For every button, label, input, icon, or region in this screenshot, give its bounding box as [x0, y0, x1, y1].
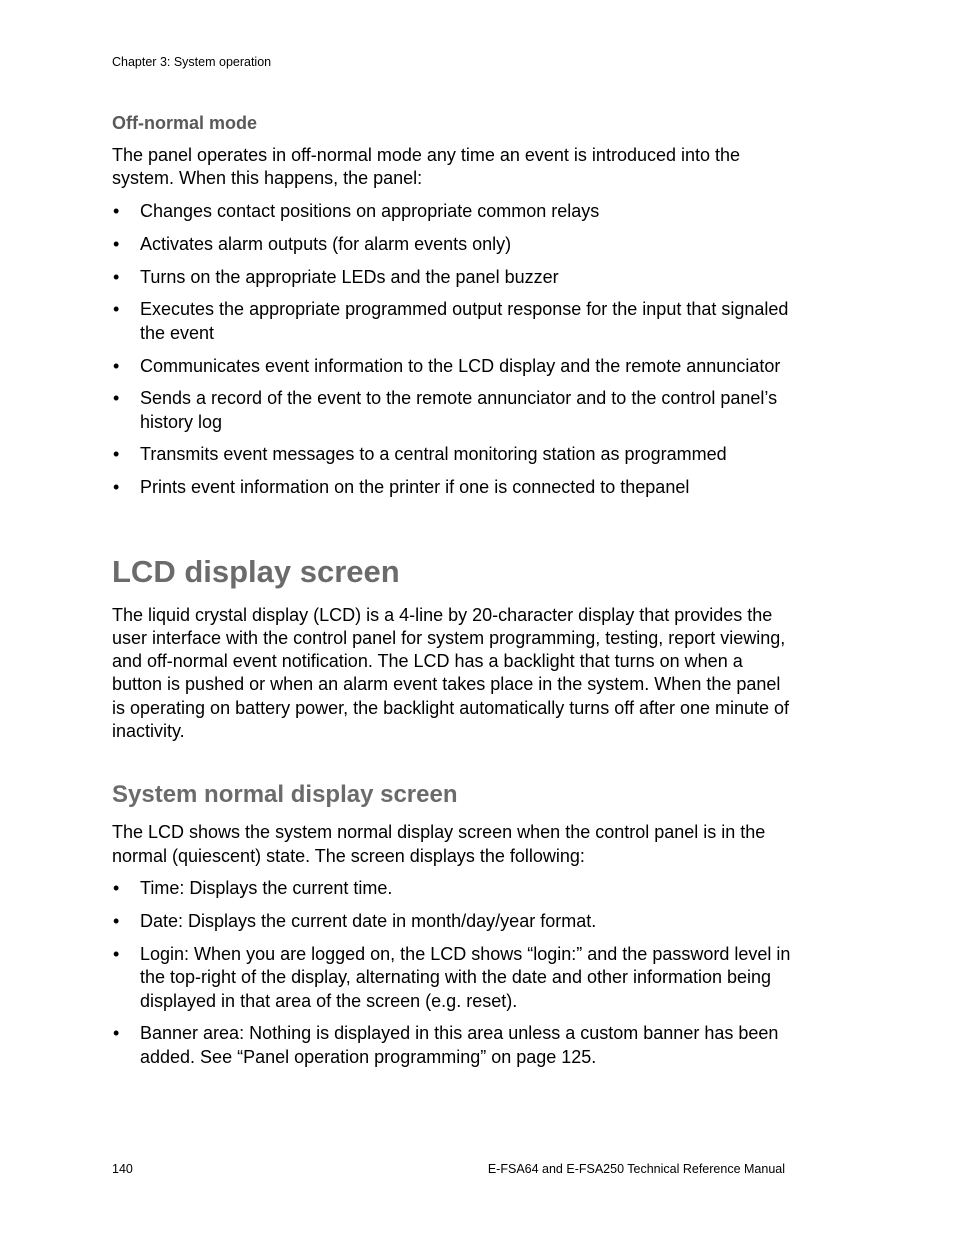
list-item [112, 266, 792, 289]
lcd-heading: LCD display screen [112, 553, 400, 589]
list-item-text: Sends a record of the event to the remote annunciator and to the control panel’s history log [140, 388, 778, 432]
list-item [112, 200, 792, 223]
list-item-text: Prints event information on the printer if one is connected to thepanel [140, 477, 690, 498]
off-normal-list [112, 200, 792, 499]
bullet-icon: • [113, 444, 120, 465]
bullet-icon: • [113, 388, 120, 409]
list-item [112, 910, 792, 933]
lcd-body: The liquid crystal display (LCD) is a 4-line by 20-character display that provides the user interface with the control panel for system programming, testing, report viewing, and off-normal event notification. The LCD has a backlight that turns on when a button is pushed or when an alarm event takes place in the system. When the panel is operating on battery power, the backlight automatically turns off after one minute of inactivity. [112, 604, 790, 742]
page-content [112, 112, 792, 1069]
section-off-normal-mode [112, 112, 792, 500]
bullet-icon: • [113, 299, 120, 320]
off-normal-intro: The panel operates in off-normal mode any time an event is introduced into the system. When this happens, the panel: [112, 145, 741, 189]
list-item-text: Banner area: Nothing is displayed in this area unless a custom banner has been added. See “Panel operation programming” on page 125. [140, 1023, 779, 1067]
list-item [112, 233, 792, 256]
list-item [112, 943, 792, 1013]
list-item [112, 355, 792, 378]
system-normal-list [112, 877, 792, 1069]
bullet-icon: • [113, 233, 120, 254]
list-item-text: Communicates event information to the LCD display and the remote annunciator [140, 355, 781, 376]
list-item [112, 1022, 792, 1069]
list-item-text: Executes the appropriate programmed output response for the input that signaled the event [140, 299, 789, 343]
list-item [112, 387, 792, 434]
bullet-icon: • [113, 266, 120, 287]
bullet-icon: • [113, 944, 120, 965]
running-header: Chapter 3: System operation [112, 55, 272, 69]
list-item [112, 298, 792, 345]
off-normal-heading: Off-normal mode [112, 113, 258, 133]
bullet-icon: • [113, 201, 120, 222]
section-lcd-display-screen [112, 554, 792, 744]
list-item-text: Turns on the appropriate LEDs and the panel buzzer [140, 266, 559, 287]
list-item-text: Transmits event messages to a central monitoring station as programmed [140, 444, 727, 465]
list-item [112, 476, 792, 499]
page-number: 140 [112, 1162, 133, 1176]
list-item-text: Login: When you are logged on, the LCD shows “login:” and the password level in the top-right of the display, alternating with the date and other information being displayed in that area of the screen (e.g. reset). [140, 944, 791, 1011]
bullet-icon: • [113, 477, 120, 498]
list-item-text: Date: Displays the current date in month/day/year format. [140, 911, 597, 932]
section-system-normal-display [112, 781, 792, 1069]
list-item [112, 877, 792, 900]
list-item-text: Activates alarm outputs (for alarm events only) [140, 233, 512, 254]
list-item-text: Time: Displays the current time. [140, 878, 393, 899]
list-item [112, 443, 792, 466]
list-item-text: Changes contact positions on appropriate common relays [140, 201, 600, 222]
bullet-icon: • [113, 355, 120, 376]
system-normal-heading: System normal display screen [112, 781, 458, 809]
system-normal-intro: The LCD shows the system normal display screen when the control panel is in the normal (quiescent) state. The screen displays the following: [112, 822, 766, 866]
bullet-icon: • [113, 878, 120, 899]
manual-title: E-FSA64 and E-FSA250 Technical Reference Manual [487, 1162, 785, 1176]
bullet-icon: • [113, 1023, 120, 1044]
bullet-icon: • [113, 911, 120, 932]
